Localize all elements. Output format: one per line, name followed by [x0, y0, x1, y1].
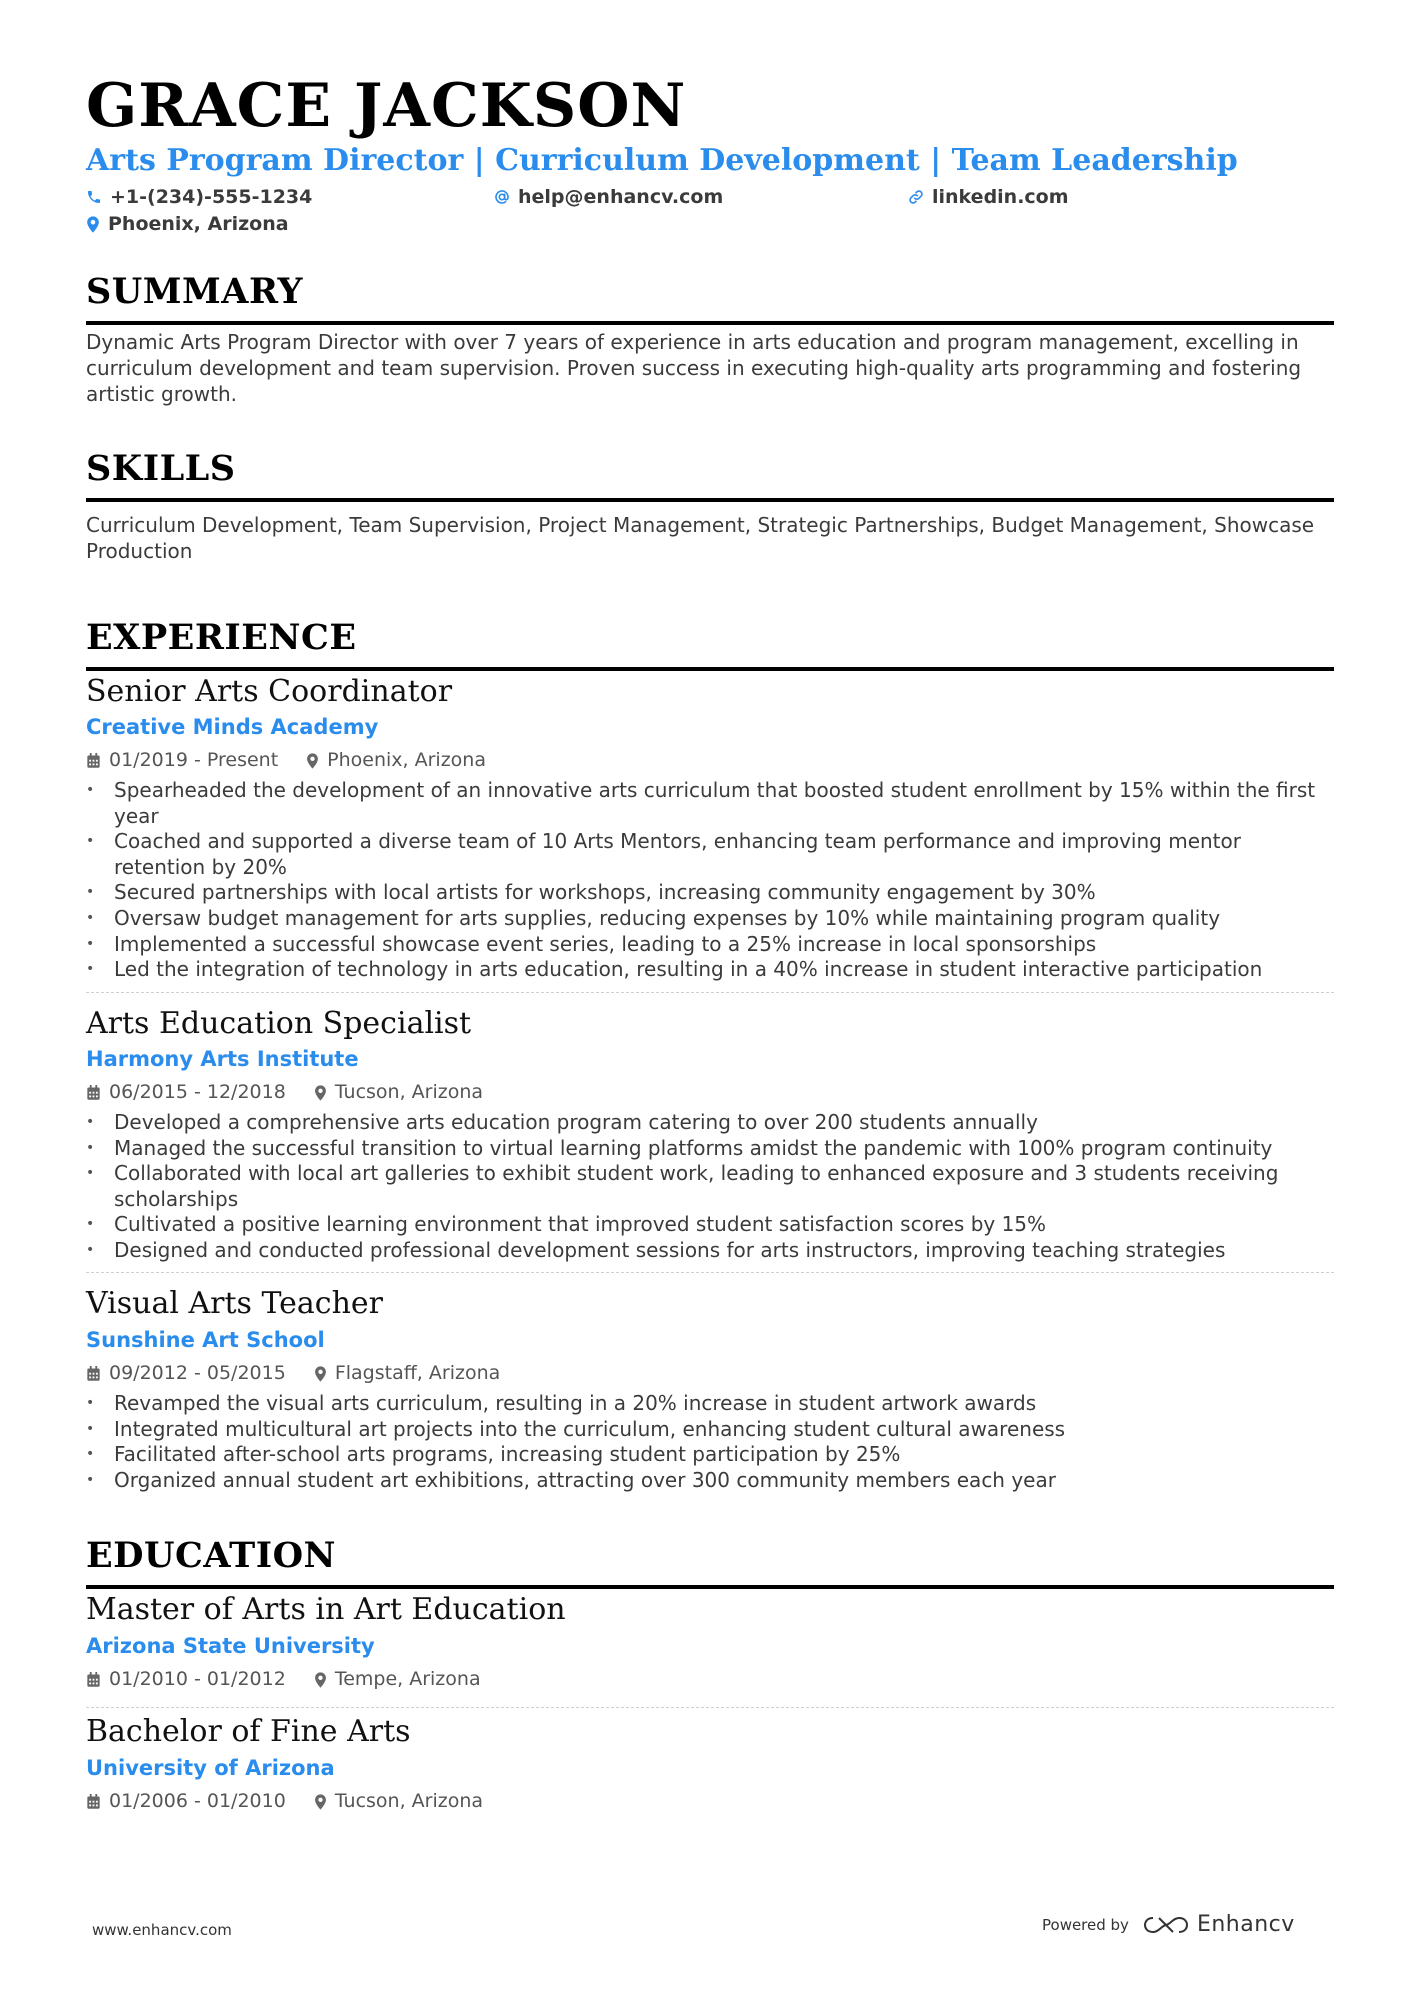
divider	[86, 1272, 1334, 1273]
footer-website[interactable]: www.enhancv.com	[92, 1921, 232, 1939]
skills-text: Curriculum Development, Team Supervision, Project Management, Strategic Partnerships, Budget Management, Showcase Production	[86, 513, 1315, 563]
list-item: • Organized annual student art exhibitions, attracting over 300 community members each year	[86, 1468, 1334, 1494]
enhancv-brand	[1143, 1912, 1295, 1937]
degree-title: Bachelor of Fine Arts	[86, 1714, 411, 1749]
calendar-icon	[86, 1366, 101, 1382]
map-pin-icon	[306, 753, 319, 769]
school-name[interactable]: University of Arizona	[86, 1756, 335, 1780]
enhancv-logo-icon	[1143, 1914, 1189, 1936]
contact-location	[86, 213, 289, 235]
job-meta	[86, 751, 514, 770]
powered-by-label: Powered by	[1042, 1915, 1129, 1934]
education-meta	[86, 1792, 511, 1811]
map-pin-icon	[314, 1794, 327, 1810]
job-dates: 09/2012 - 05/2015	[109, 1362, 286, 1384]
list-item: • Facilitated after-school arts programs, increasing student participation by 25%	[86, 1442, 1334, 1468]
summary-heading: SUMMARY	[86, 274, 1334, 325]
summary-text: Dynamic Arts Program Director with over 7 years of experience in arts education and program management, excelling in curriculum development and team supervision. Proven success in executing high-quality arts programming and fostering artistic growth.	[86, 330, 1302, 406]
education-dates: 01/2010 - 01/2012	[109, 1668, 286, 1690]
calendar-icon	[86, 1672, 101, 1688]
education-meta	[86, 1670, 509, 1689]
job-company[interactable]: Creative Minds Academy	[86, 715, 379, 739]
job-meta	[86, 1083, 511, 1102]
job-bullets	[86, 1110, 1334, 1264]
job-meta	[86, 1364, 528, 1383]
contact-email[interactable]	[494, 186, 723, 208]
map-pin-icon	[314, 1672, 327, 1688]
education-location: Tucson, Arizona	[334, 1790, 484, 1812]
phone-icon	[86, 189, 102, 205]
map-pin-icon	[86, 216, 100, 233]
skills-heading: SKILLS	[86, 451, 1334, 502]
list-item: • Designed and conducted professional development sessions for arts instructors, improving teaching strategies	[86, 1238, 1334, 1264]
experience-heading: EXPERIENCE	[86, 620, 1334, 671]
job-title: Arts Education Specialist	[86, 1006, 472, 1041]
list-item: • Developed a comprehensive arts education program catering to over 200 students annually	[86, 1110, 1334, 1136]
job-dates: 06/2015 - 12/2018	[109, 1081, 286, 1103]
phone-text: +1-(234)-555-1234	[110, 186, 313, 208]
job-company[interactable]: Harmony Arts Institute	[86, 1047, 359, 1071]
list-item: • Secured partnerships with local artists for workshops, increasing community engagement by 30%	[86, 880, 1334, 906]
contact-linkedin[interactable]	[908, 186, 1069, 208]
map-pin-icon	[314, 1085, 327, 1101]
list-item: • Revamped the visual arts curriculum, resulting in a 20% increase in student artwork awards	[86, 1391, 1334, 1417]
list-item: • Managed the successful transition to virtual learning platforms amidst the pandemic with 100% program continuity	[86, 1136, 1334, 1162]
list-item: • Implemented a successful showcase event series, leading to a 25% increase in local sponsorships	[86, 932, 1334, 958]
footer-branding[interactable]	[1042, 1912, 1295, 1937]
education-location: Tempe, Arizona	[334, 1668, 481, 1690]
calendar-icon	[86, 1794, 101, 1810]
linkedin-text: linkedin.com	[932, 186, 1069, 208]
calendar-icon	[86, 1085, 101, 1101]
divider	[86, 1707, 1334, 1708]
list-item: • Integrated multicultural art projects into the curriculum, enhancing student cultural awareness	[86, 1417, 1334, 1443]
divider	[86, 992, 1334, 993]
job-company[interactable]: Sunshine Art School	[86, 1328, 325, 1352]
education-heading: EDUCATION	[86, 1538, 1334, 1589]
candidate-headline: Arts Program Director | Curriculum Development | Team Leadership	[86, 143, 1238, 178]
job-title: Senior Arts Coordinator	[86, 674, 453, 709]
email-text: help@enhancv.com	[518, 186, 724, 208]
job-bullets	[86, 778, 1334, 983]
job-location: Flagstaff, Arizona	[334, 1362, 501, 1384]
calendar-icon	[86, 753, 101, 769]
contact-phone[interactable]	[86, 186, 312, 208]
candidate-name: GRACE JACKSON	[86, 71, 687, 141]
list-item: • Collaborated with local art galleries to exhibit student work, leading to enhanced exposure and 3 students receiving scholarships	[86, 1161, 1334, 1212]
job-dates: 01/2019 - Present	[109, 749, 279, 771]
job-location: Phoenix, Arizona	[327, 749, 486, 771]
education-dates: 01/2006 - 01/2010	[109, 1790, 286, 1812]
school-name[interactable]: Arizona State University	[86, 1634, 375, 1658]
job-location: Tucson, Arizona	[334, 1081, 484, 1103]
link-icon	[908, 189, 924, 205]
degree-title: Master of Arts in Art Education	[86, 1592, 566, 1627]
job-title: Visual Arts Teacher	[86, 1286, 383, 1321]
at-icon	[494, 189, 510, 205]
list-item: • Oversaw budget management for arts supplies, reducing expenses by 10% while maintaining program quality	[86, 906, 1334, 932]
list-item: • Coached and supported a diverse team of 10 Arts Mentors, enhancing team performance and improving mentor retention by 20%	[86, 829, 1334, 880]
map-pin-icon	[314, 1366, 327, 1382]
list-item: • Cultivated a positive learning environment that improved student satisfaction scores by 15%	[86, 1212, 1334, 1238]
job-bullets	[86, 1391, 1334, 1493]
brand-name: Enhancv	[1196, 1912, 1295, 1937]
location-text: Phoenix, Arizona	[108, 213, 289, 235]
list-item: • Led the integration of technology in arts education, resulting in a 40% increase in student interactive participation	[86, 957, 1334, 983]
list-item: • Spearheaded the development of an innovative arts curriculum that boosted student enrollment by 15% within the first year	[86, 778, 1334, 829]
